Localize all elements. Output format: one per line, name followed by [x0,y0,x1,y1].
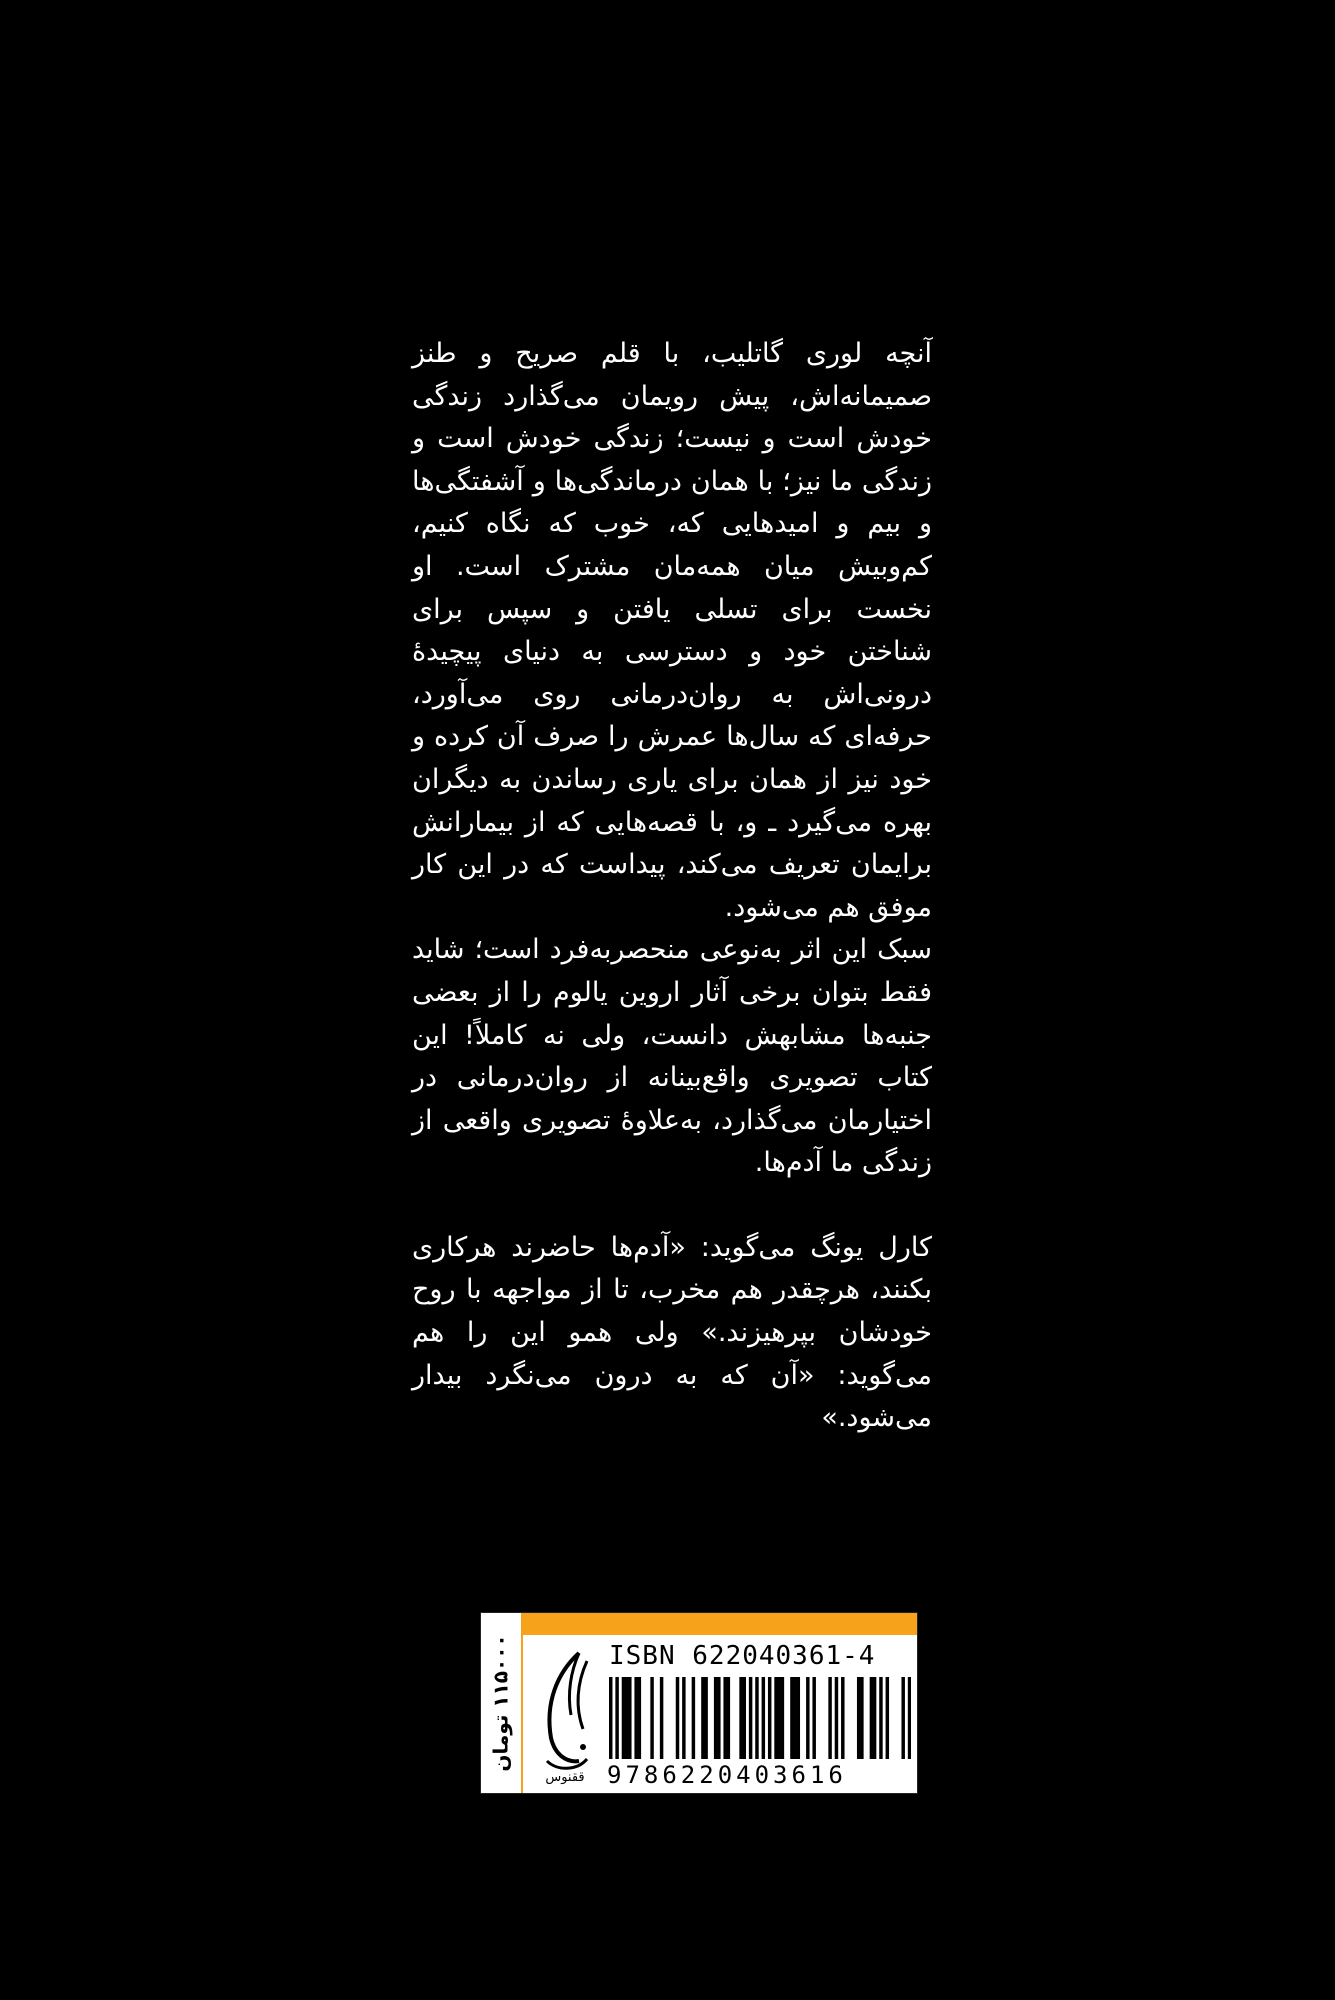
price-strip [481,1613,523,1793]
barcode-bar [638,1677,641,1759]
barcode-bar [908,1677,911,1759]
barcode-bar [901,1677,904,1759]
barcode-bar [717,1677,720,1759]
barcode-bar [701,1677,704,1759]
barcode-bar [781,1677,784,1759]
barcode-bar [857,1677,860,1759]
blurb-text [412,333,932,1440]
barcode-bar [777,1677,780,1759]
barcode-bar [622,1677,625,1759]
barcode-bars [609,1677,911,1759]
barcode-bar [743,1677,746,1759]
barcode-bar [615,1677,618,1759]
barcode-bar [625,1677,628,1759]
barcode-bar [870,1677,873,1759]
barcode-bar [879,1677,882,1759]
barcode-bar [797,1677,800,1759]
barcode-bar [739,1677,742,1759]
barcode-bar [774,1677,777,1759]
publisher-logo-text: ققنوس [545,1770,585,1785]
barcode-bar [790,1677,793,1759]
barcode-bar [812,1677,815,1759]
barcode-bar [768,1677,771,1759]
orange-band [523,1613,917,1635]
barcode-bar [762,1677,765,1759]
barcode-bar [886,1677,889,1759]
barcode-label [480,1612,918,1794]
barcode-bar [835,1677,838,1759]
barcode-bar [660,1677,663,1759]
barcode-bar [650,1677,653,1759]
barcode-bar [609,1677,612,1759]
barcode-bar [704,1677,707,1759]
barcode-bar [806,1677,809,1759]
barcode-bar [714,1677,717,1759]
blurb-paragraph-2: سبک این اثر به‌نوعی منحصربه‌فرد است؛ شاید فقط بتوان برخی آثار اروین یالوم را از بعضی جنبه‌ها مشابهش دانست، ولی نه کاملاً! این کتاب تصویری واقع‌بینانه از روان‌درمانی در اختیارمان می‌گذارد، به‌علاوهٔ تصویری واقعی از زندگی ما آدم‌ها. [412,934,932,1179]
barcode-bar [828,1677,831,1759]
barcode-bar [682,1677,685,1759]
barcode-bar [634,1677,637,1759]
barcode-bar [793,1677,796,1759]
barcode-bar [723,1677,726,1759]
barcode-bar [628,1677,631,1759]
blurb-paragraph-3: کارل یونگ می‌گوید: «آدم‌ها حاضرند هرکاری بکنند، هرچقدر هم مخرب، تا از مواجهه با روح خودشان بپرهیزند.» ولی همو این را هم می‌گوید: «آن که به درون می‌نگرد بیدار می‌شود.» [412,1231,932,1434]
ean-digits: 9786220403616 [607,1761,847,1789]
barcode-bar [860,1677,863,1759]
barcode-bar [755,1677,758,1759]
barcode-bar [841,1677,844,1759]
blurb-paragraph-1: آنچه لوری گاتلیب، با قلم صریح و طنز صمیمانه‌اش، پیش رویمان می‌گذارد زندگی خودش است و نیست؛ زندگی خودش است و زندگی ما نیز؛ با همان درماندگی‌ها و آشفتگی‌ها و بیم و امیدهایی که، خوب که نگاه کنیم، کم‌وبیش میان همه‌مان مشترک است. او نخست برای تسلی یافتن و سپس برای شناختن خود و دسترسی به دنیای پیچیدهٔ درونی‌اش به روان‌درمانی روی می‌آورد، حرفه‌ای که سال‌ها عمرش را صرف آن کرده و خود نیز از همان برای یاری رساندن به دیگران بهره می‌گیرد ـ و، با قصه‌هایی که از بیمارانش برایمان تعریف می‌کند، پیداست که در این کار موفق هم می‌شود. [412,338,932,923]
price-text: ۱۱۵۰۰۰ تومان [489,1634,514,1772]
publisher-logo-icon [527,1643,603,1785]
barcode-bar [749,1677,752,1759]
barcode-bar [676,1677,679,1759]
barcode-bar [873,1677,876,1759]
barcode-bar [727,1677,730,1759]
isbn-text: ISBN 622040361-4 [609,1641,876,1671]
barcode-bar [692,1677,695,1759]
